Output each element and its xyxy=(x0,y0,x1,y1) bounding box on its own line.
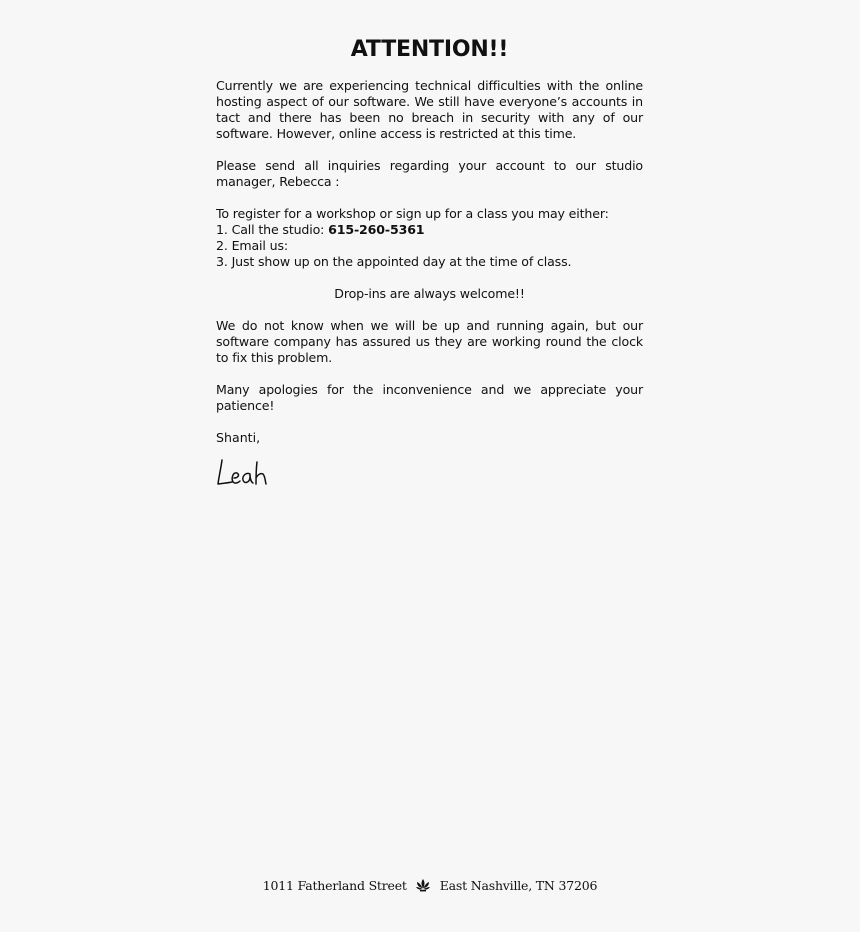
registration-options xyxy=(216,206,643,270)
footer-city: East Nashville, TN 37206 xyxy=(439,877,598,893)
drop-ins-note: Drop-ins are always welcome!! xyxy=(334,286,525,301)
option-show-up: 3. Just show up on the appointed day at the time of class. xyxy=(216,254,572,269)
notice-letter xyxy=(216,34,643,490)
lotus-icon xyxy=(415,878,431,892)
option-call xyxy=(216,222,643,238)
studio-phone: 615-260-5361 xyxy=(328,222,425,237)
page-title: ATTENTION!! xyxy=(350,37,509,62)
signoff: Shanti, xyxy=(216,430,261,445)
option-call-label: 1. Call the studio: xyxy=(216,222,329,237)
footer-street: 1011 Fatherland Street xyxy=(262,877,407,893)
inquiries-paragraph: Please send all inquiries regarding your account to our studio manager, Rebecca : xyxy=(216,158,643,189)
status-paragraph: We do not know when we will be up and running again, but our software company has assured us they are working round the clock to fix this problem. xyxy=(216,318,643,365)
signature-leah xyxy=(216,456,286,490)
apology-paragraph: Many apologies for the inconvenience and we appreciate your patience! xyxy=(216,382,643,413)
option-email: 2. Email us: xyxy=(216,238,288,253)
footer-address xyxy=(0,874,860,896)
intro-paragraph: Currently we are experiencing technical difficulties with the online hosting aspect of our software. We still have everyone’s accounts in tact and there has been no breach in security with any of our software. However, online access is restricted at this time. xyxy=(216,78,643,141)
registration-intro: To register for a workshop or sign up for a class you may either: xyxy=(216,206,609,221)
